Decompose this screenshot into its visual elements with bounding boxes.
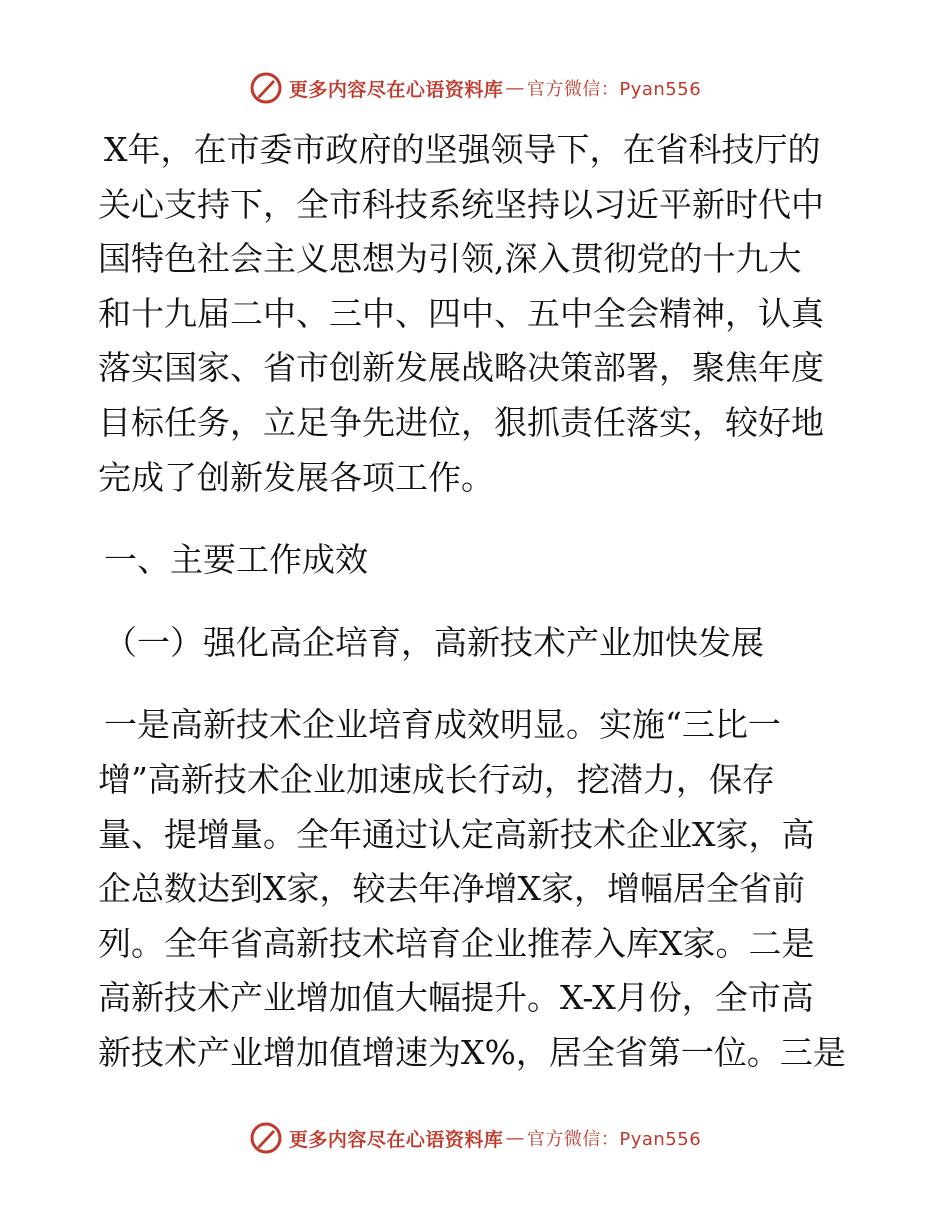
banner-separator: — xyxy=(505,1127,525,1149)
text-line: 一是高新技术企业培育成效明显。实施“三比一 xyxy=(104,705,781,745)
text-line: 新技术产业增加值增速为X%，居全省第一位。三是 xyxy=(98,1032,846,1072)
text-line: X年，在市委市政府的坚强领导下，在省科技厅的 xyxy=(104,130,821,169)
heading-line: 一、主要工作成效 xyxy=(104,540,368,580)
text-line: 国特色社会主义思想为引领,深入贯彻党的十九大 xyxy=(98,239,802,279)
banner-wechat: 官方微信：Pyan556 xyxy=(526,79,702,100)
header-banner[interactable] xyxy=(0,68,950,108)
text-line: 关心支持下，全市科技系统坚持以习近平新时代中 xyxy=(98,184,824,224)
banner-text: 更多内容尽在心语资料库 xyxy=(288,1128,504,1151)
text-line: 增”高新技术企业加速成长行动，挖潜力，保存 xyxy=(98,759,775,799)
text-line: 落实国家、省市创新发展战略决策部署，聚焦年度 xyxy=(98,348,824,388)
text-line: 企总数达到X家，较去年净增X家，增幅居全省前 xyxy=(98,869,805,909)
subsection-heading xyxy=(98,616,858,671)
text-line: 列。全年省高新技术培育企业推荐入库X家。二是 xyxy=(98,923,815,963)
quill-logo-icon xyxy=(249,1121,283,1155)
paragraph-intro xyxy=(98,123,858,505)
banner-text: 更多内容尽在心语资料库 xyxy=(288,78,504,101)
banner-wechat: 官方微信：Pyan556 xyxy=(526,1129,702,1150)
section-heading xyxy=(98,533,858,588)
text-line: 目标任务，立足争先进位，狠抓责任落实，较好地 xyxy=(98,402,824,442)
text-line: 量、提增量。全年通过认定高新技术企业X家，高 xyxy=(98,814,815,854)
paragraph-body xyxy=(98,698,858,1080)
text-line: 高新技术产业增加值大幅提升。X-X月份，全市高 xyxy=(98,978,814,1018)
banner-separator: — xyxy=(505,77,525,99)
footer-banner[interactable] xyxy=(0,1118,950,1158)
heading-line: （一）强化高企培育，高新技术产业加快发展 xyxy=(104,622,764,662)
quill-logo-icon xyxy=(249,71,283,105)
text-line: 和十九届二中、三中、四中、五中全会精神，认真 xyxy=(98,293,824,333)
text-line: 完成了创新发展各项工作。 xyxy=(98,457,494,497)
document-body xyxy=(98,123,858,1081)
